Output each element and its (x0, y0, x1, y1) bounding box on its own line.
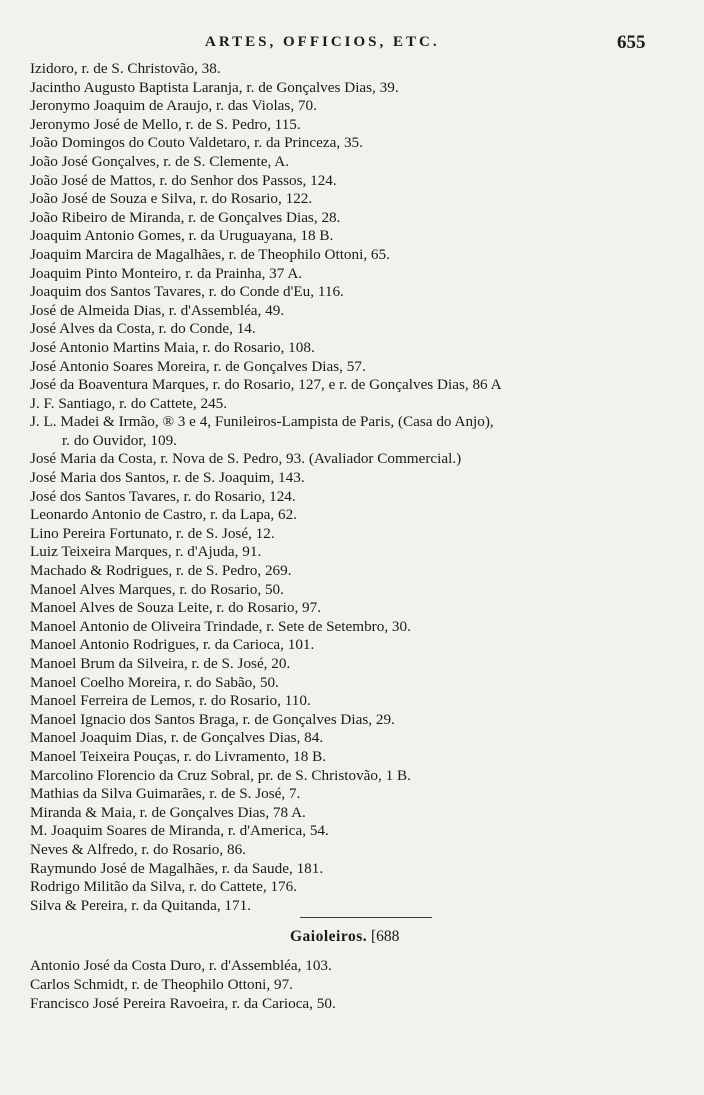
list-item: Manoel Antonio Rodrigues, r. da Carioca, 101. (30, 636, 315, 654)
list-item: Joaquim Marcira de Magalhães, r. de Theophilo Ottoni, 65. (30, 245, 390, 263)
list-item: João José de Mattos, r. do Senhor dos Passos, 124. (30, 171, 337, 189)
section-divider (300, 917, 432, 918)
list-item: José Antonio Martins Maia, r. do Rosario, 108. (30, 338, 315, 356)
list-item: Raymundo José de Magalhães, r. da Saude, 181. (30, 859, 324, 877)
page-number: 655 (617, 32, 646, 53)
list-item: J. L. Madei & Irmão, ® 3 e 4, Funileiros-Lampista de Paris, (Casa do Anjo), (30, 413, 494, 431)
list-item: Manoel Coelho Moreira, r. do Sabão, 50. (30, 673, 279, 691)
list-item: Lino Pereira Fortunato, r. de S. José, 12. (30, 524, 275, 542)
section-title: Gaioleiros. (290, 928, 368, 946)
list-item: José de Almeida Dias, r. d'Assembléa, 49. (30, 301, 285, 319)
list-item: José Maria da Costa, r. Nova de S. Pedro, 93. (Avaliador Commercial.) (30, 450, 462, 468)
list-item: Manoel Teixeira Pouças, r. do Livramento, 18 B. (30, 747, 327, 765)
list-item: Joaquim dos Santos Tavares, r. do Conde d'Eu, 116. (30, 283, 344, 301)
directory-listing (30, 60, 690, 1013)
list-item: João Ribeiro de Miranda, r. de Gonçalves Dias, 28. (30, 208, 341, 226)
list-item: Jacintho Augusto Baptista Laranja, r. de Gonçalves Dias, 39. (30, 78, 399, 96)
list-item: João José de Souza e Silva, r. do Rosario, 122. (30, 190, 313, 208)
list-item: Manoel Brum da Silveira, r. de S. José, 20. (30, 655, 291, 672)
list-item: Manoel Antonio de Oliveira Trindade, r. Sete de Setembro, 30. (30, 617, 411, 635)
list-item: Silva & Pereira, r. da Quitanda, 171. (30, 896, 252, 914)
list-item: Manoel Alves de Souza Leite, r. do Rosario, 97. (30, 599, 322, 617)
list-item: Mathias da Silva Guimarães, r. de S. José, 7. (30, 785, 301, 803)
list-item: Manoel Ignacio dos Santos Braga, r. de Gonçalves Dias, 29. (30, 710, 395, 728)
section-heading (30, 927, 690, 947)
list-item: Leonardo Antonio de Castro, r. da Lapa, 62. (30, 506, 297, 524)
running-title: ARTES, OFFICIOS, ETC. (205, 34, 440, 50)
list-item: João Domingos do Couto Valdetaro, r. da Princeza, 35. (30, 134, 363, 152)
list-item: José Alves da Costa, r. do Conde, 14. (30, 320, 256, 338)
list-item: Rodrigo Militão da Silva, r. do Cattete, 176. (30, 878, 298, 896)
list-item: Jeronymo Joaquim de Araujo, r. das Violas, 70. (30, 97, 317, 115)
list-item: Marcolino Florencio da Cruz Sobral, pr. de S. Christovão, 1 B. (30, 766, 411, 784)
list-item: João José Gonçalves, r. de S. Clemente, A. (30, 152, 289, 170)
list-item: Antonio José da Costa Duro, r. d'Assembléa, 103. (30, 957, 332, 975)
list-item: José Maria dos Santos, r. de S. Joaquim, 143. (30, 469, 305, 487)
list-item: Machado & Rodrigues, r. de S. Pedro, 269. (30, 562, 292, 580)
list-item: Francisco José Pereira Ravoeira, r. da Carioca, 50. (30, 994, 336, 1012)
list-item: Izidoro, r. de S. Christovão, 38. (30, 60, 221, 77)
list-item: Luiz Teixeira Marques, r. d'Ajuda, 91. (30, 543, 262, 561)
section-reference: [688 (371, 928, 400, 946)
list-item: Miranda & Maia, r. de Gonçalves Dias, 78 A. (30, 803, 306, 821)
list-item: José da Boaventura Marques, r. do Rosario, 127, e r. de Gonçalves Dias, 86 A (30, 376, 502, 394)
page-header (0, 34, 704, 60)
list-item: Manoel Ferreira de Lemos, r. do Rosario, 110. (30, 692, 311, 710)
list-item: M. Joaquim Soares de Miranda, r. d'America, 54. (30, 822, 329, 840)
list-item: Manoel Alves Marques, r. do Rosario, 50. (30, 580, 284, 598)
list-item: Jeronymo José de Mello, r. de S. Pedro, 115. (30, 115, 301, 133)
list-item: Manoel Joaquim Dias, r. de Gonçalves Dias, 84. (30, 729, 324, 747)
list-item-continuation: r. do Ouvidor, 109. (62, 431, 177, 449)
list-item: Carlos Schmidt, r. de Theophilo Ottoni, 97. (30, 975, 293, 993)
list-item: José dos Santos Tavares, r. do Rosario, 124. (30, 487, 296, 505)
list-item: José Antonio Soares Moreira, r. de Gonçalves Dias, 57. (30, 357, 366, 375)
list-item: J. F. Santiago, r. do Cattete, 245. (30, 394, 228, 412)
list-item: Joaquim Antonio Gomes, r. da Uruguayana, 18 B. (30, 227, 334, 245)
list-item: Neves & Alfredo, r. do Rosario, 86. (30, 840, 246, 858)
list-item: Joaquim Pinto Monteiro, r. da Prainha, 37 A. (30, 264, 303, 282)
